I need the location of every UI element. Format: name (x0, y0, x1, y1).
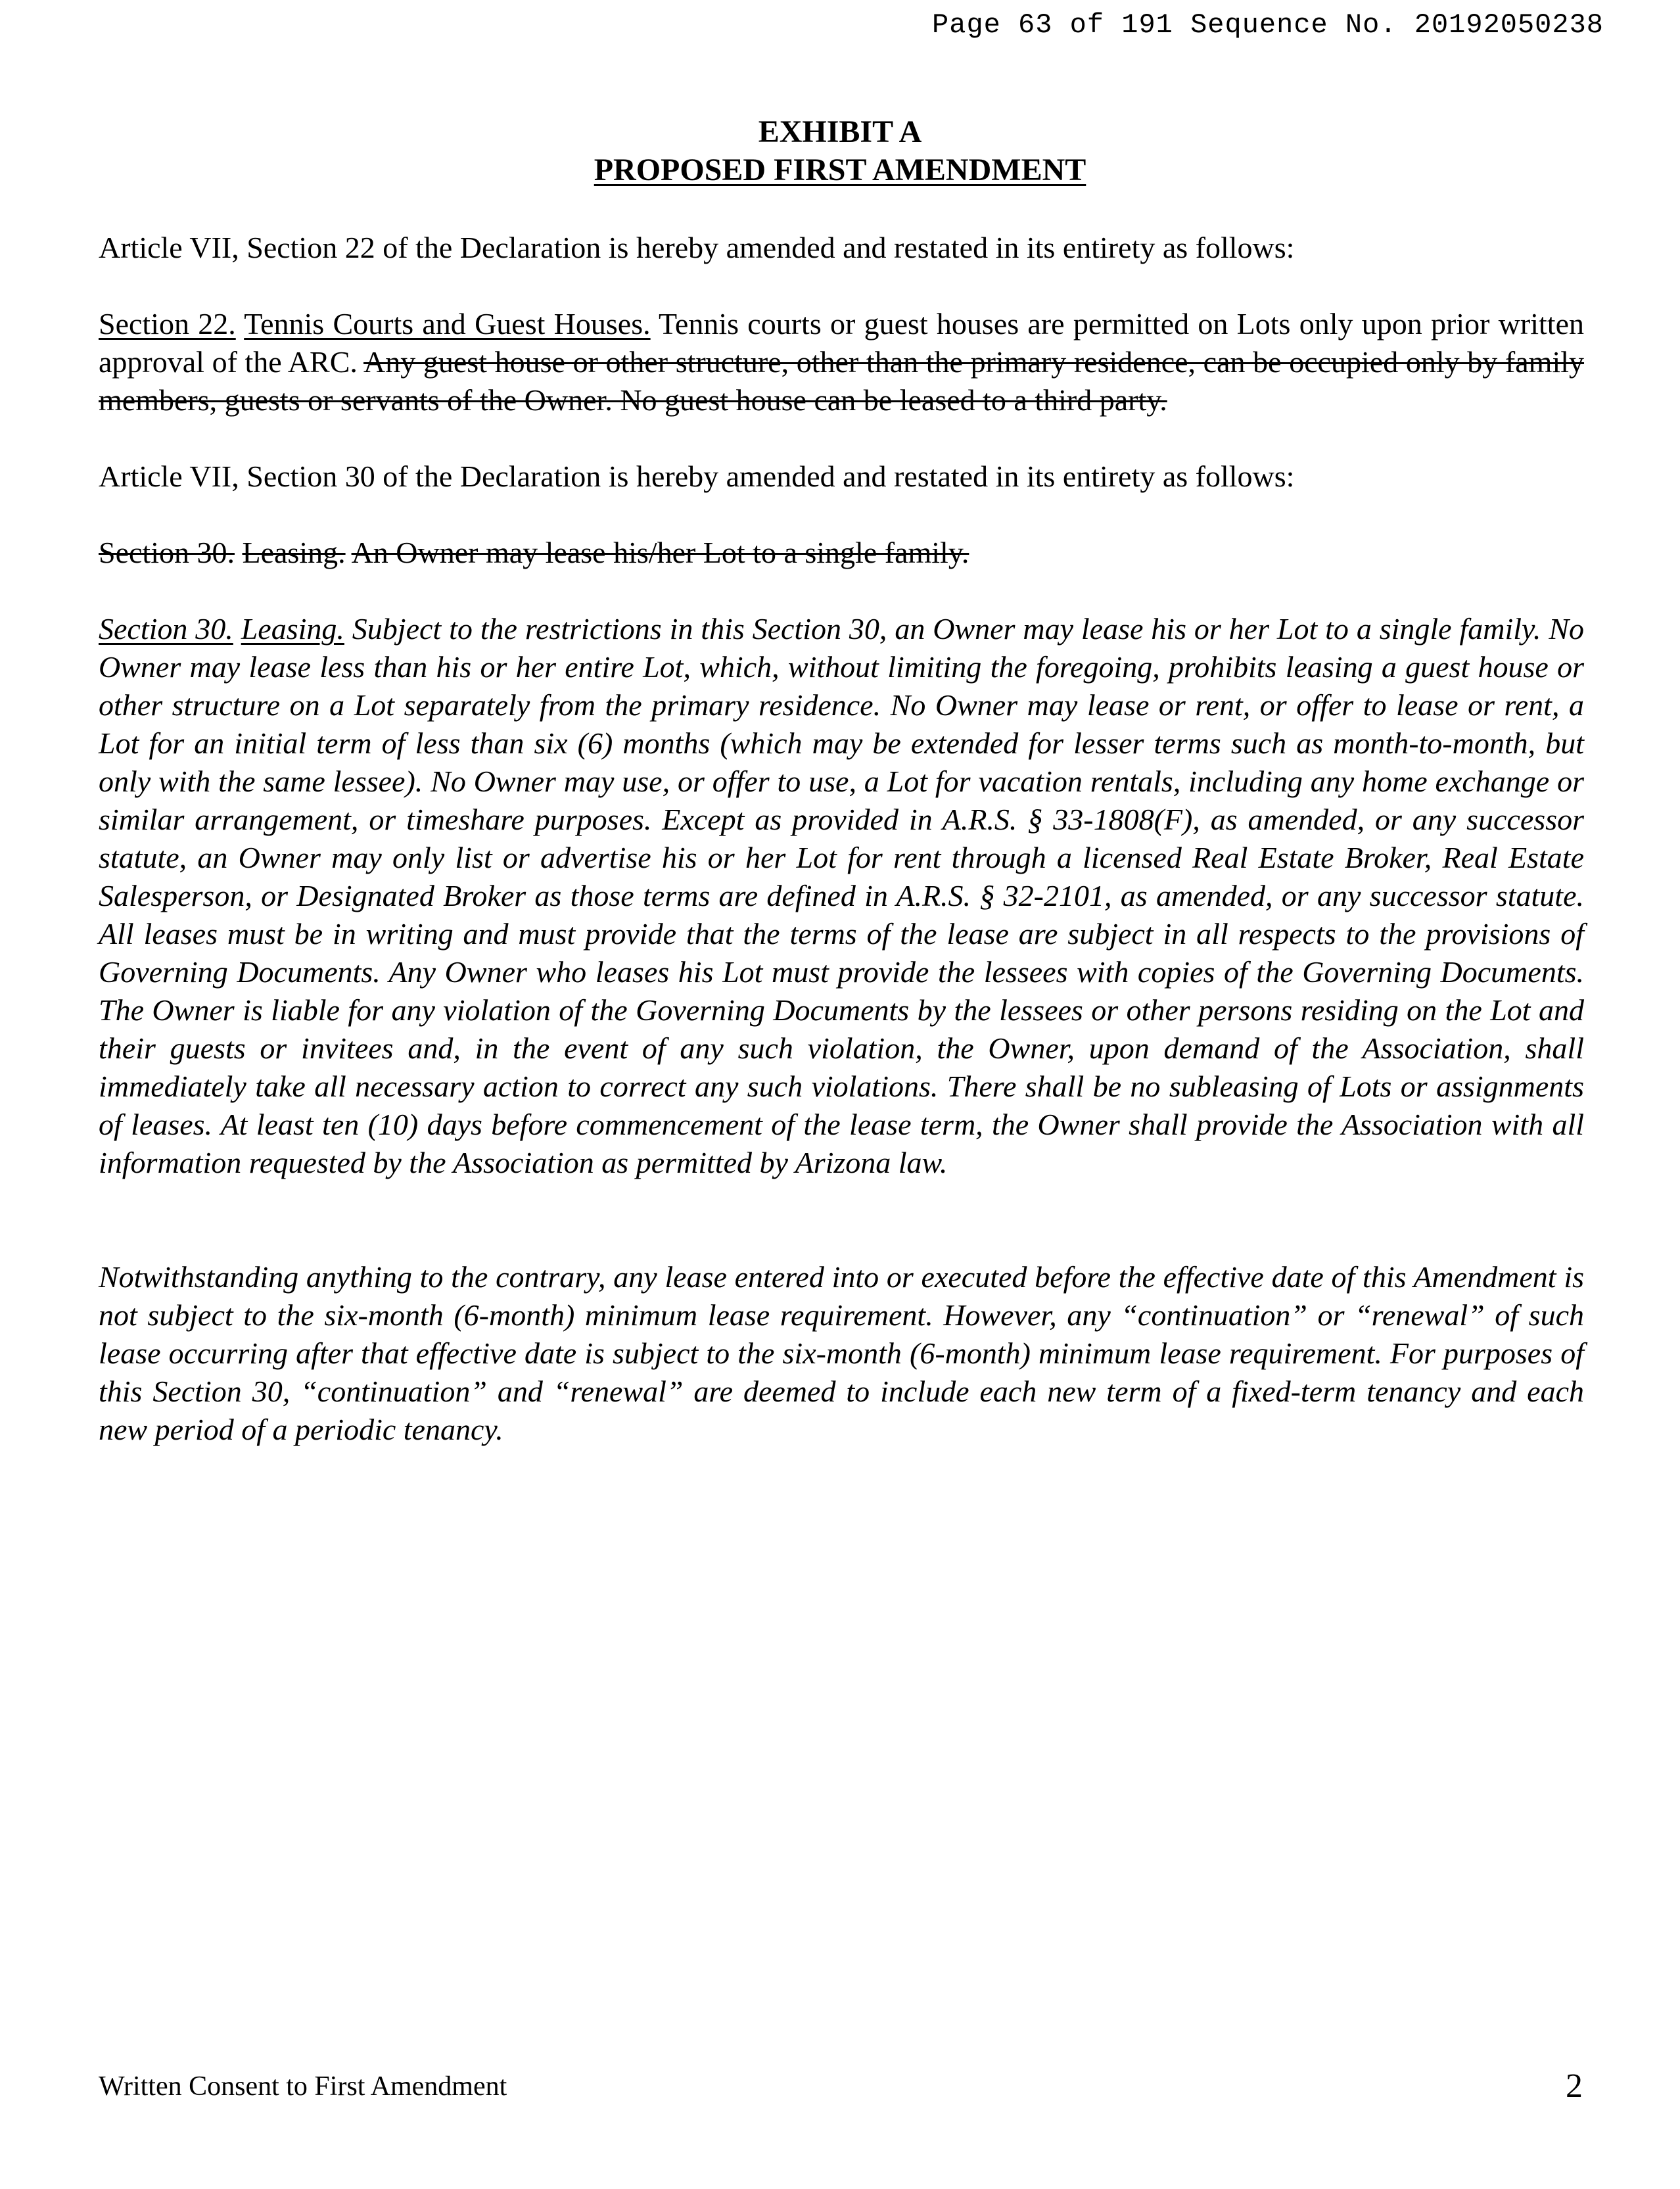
section-30-new-subheading: Leasing. (241, 612, 344, 646)
section-30-old-text: An Owner may lease his/her Lot to a single family. (351, 536, 969, 569)
intro-section-30: Article VII, Section 30 of the Declaration is hereby amended and restated in its entirety as follows: (99, 459, 1295, 493)
footer-document-title: Written Consent to First Amendment (99, 2071, 507, 2102)
exhibit-title (0, 113, 1680, 189)
exhibit-label: EXHIBIT A (758, 114, 922, 149)
intro-section-22: Article VII, Section 22 of the Declaration is hereby amended and restated in its entirety as follows: (99, 231, 1295, 264)
section-22-struck-text: Any guest house or other structure, other than the primary residence, can be occupied only by family members, guests or servants of the Owner. No guest house can be leased to a third party. (99, 345, 1585, 417)
section-30-new-heading: Section 30. (99, 612, 233, 646)
section-30-old-heading: Section 30. (99, 536, 235, 569)
page-number: 2 (1566, 2067, 1583, 2105)
section-30-new-paragraph (99, 610, 1584, 1182)
page-sequence-stamp: Page 63 of 191 Sequence No. 20192050238 (932, 9, 1604, 41)
section-30-old-paragraph (99, 534, 1584, 572)
notwithstanding-paragraph: Notwithstanding anything to the contrary, any lease entered into or executed before the effective date of this Amendment is not subject to the six-month (6-month) minimum lease requirement. However, any “continuation” or “renewal” of such lease occurring after that effective date is subject to the six-month (6-month) minimum lease requirement. For purposes of this Section 30, “continuation” and “renewal” are deemed to include each new term of a fixed-term tenancy and each new period of a periodic tenancy. (99, 1260, 1584, 1446)
section-22-heading: Section 22. (99, 307, 236, 341)
amendment-title: PROPOSED FIRST AMENDMENT (594, 153, 1086, 187)
section-22-text: Tennis courts or guest houses are permitted on Lots only upon prior written approval of the ARC. (99, 307, 1584, 379)
section-30-old-subheading: Leasing. (242, 536, 346, 569)
section-22-paragraph (99, 305, 1584, 419)
section-22-subheading: Tennis Courts and Guest Houses. (244, 307, 651, 341)
section-30-new-text: Subject to the restrictions in this Section 30, an Owner may lease his or her Lot to a single family. No Owner may lease less than his or her entire Lot, which, without limiting the foregoing, prohibits leasing a guest house or other structure on a Lot separately from the primary residence. No Owner may lease or rent, or offer to lease or rent, a Lot for an initial term of less than six (6) months (which may be extended for lesser terms such as month-to-month, but only with the same lessee). No Owner may use, or offer to use, a Lot for vacation rentals, including any home exchange or similar arrangement, or timeshare purposes. Except as provided in A.R.S. § 33-1808(F), as amended, or any successor statute, an Owner may only list or advertise his or her Lot for rent through a licensed Real Estate Broker, Real Estate Salesperson, or Designated Broker as those terms are defined in A.R.S. § 32-2101, as amended, or any successor statute. All leases must be in writing and must provide that the terms of the lease are subject in all respects to the provisions of Governing Documents. Any Owner who leases his Lot must provide the lessees with copies of the Governing Documents. The Owner is liable for any violation of the Governing Documents by the lessees or other persons residing on the Lot and their guests or invitees and, in the event of any such violation, the Owner, upon demand of the Association, shall immediately take all necessary action to correct any such violations. There shall be no subleasing of Lots or assignments of leases. At least ten (10) days before commencement of the lease term, the Owner shall provide the Association with all information requested by the Association as permitted by Arizona law. (99, 612, 1585, 1179)
